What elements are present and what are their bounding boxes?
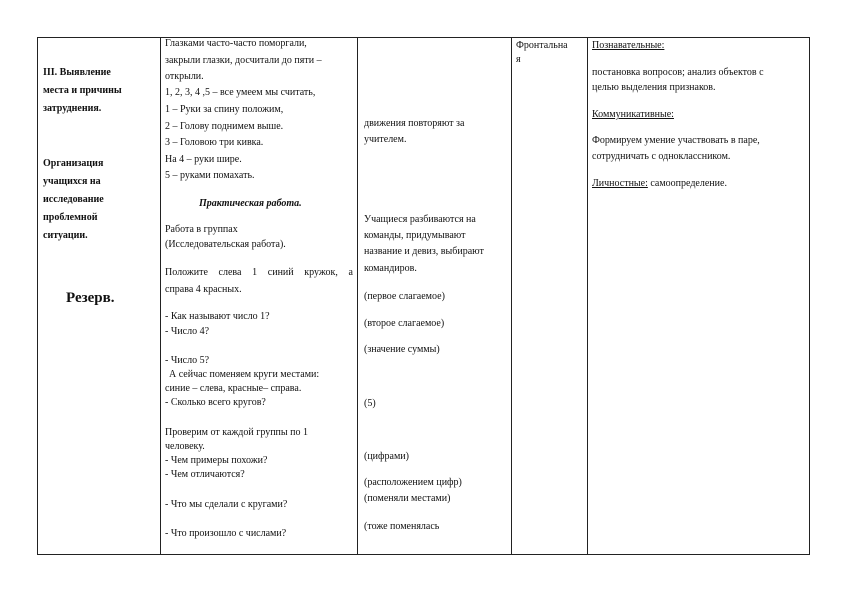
teacher-line: Работа в группах — [165, 224, 238, 235]
work-form-line: Фронтальна — [516, 40, 568, 51]
student-line: (цифрами) — [364, 451, 409, 462]
teacher-line: справа 4 красных. — [165, 284, 242, 295]
teacher-line: - Число 5? — [165, 355, 210, 366]
teacher-line: 1, 2, 3, 4 ,5 – все умеем мы считать, — [165, 87, 316, 98]
stage-goal-line: исследование — [43, 194, 104, 205]
teacher-line: - Что произошло с числами? — [165, 528, 287, 539]
teacher-line — [165, 267, 353, 279]
teacher-line: - Сколько всего кругов? — [165, 397, 266, 408]
stage-goal-line: Организация — [43, 158, 104, 169]
teacher-line: - Чем примеры похожи? — [165, 455, 268, 466]
personal-text: самоопределение. — [647, 178, 727, 189]
personal-label: Личностные: — [592, 178, 648, 189]
communicative-text: сотрудничать с одноклассником. — [592, 151, 731, 162]
teacher-line: 2 – Голову поднимем выше. — [165, 121, 284, 132]
teacher-line: Проверим от каждой группы по 1 — [165, 427, 308, 438]
teacher-line: Глазками часто-часто поморгали, — [165, 38, 307, 49]
teacher-line: синие – слева, красные– справа. — [165, 383, 302, 394]
student-line: Учащиеся разбиваются на — [364, 214, 476, 225]
teacher-line: человеку. — [165, 441, 205, 452]
teacher-line: (Исследовательская работа). — [165, 239, 286, 250]
stage-title-line: III. Выявление — [43, 67, 111, 78]
stage-goal-line: ситуации. — [43, 230, 88, 241]
student-line: название и девиз, выбирают — [364, 246, 484, 257]
student-line: (5) — [364, 398, 376, 409]
cognitive-text: целью выделения признаков. — [592, 82, 716, 93]
teacher-line: закрыли глазки, досчитали до пяти – — [165, 55, 322, 66]
teacher-line: - Число 4? — [165, 326, 210, 337]
teacher-line: 3 – Головою три кивка. — [165, 137, 264, 148]
teacher-line: - Что мы сделали с кругами? — [165, 499, 288, 510]
communicative-text: Формируем умение участвовать в паре, — [592, 135, 760, 146]
student-line: (первое слагаемое) — [364, 291, 445, 302]
table-row — [38, 38, 810, 555]
reserve-label: Резерв. — [66, 290, 115, 306]
communicative-label: Коммуникативные: — [592, 109, 674, 120]
student-line: (значение суммы) — [364, 344, 440, 355]
student-line: движения повторяют за — [364, 118, 465, 129]
teacher-line: - Чем отличаются? — [165, 469, 245, 480]
work-form-cell — [512, 38, 588, 555]
teacher-line: 1 – Руки за спину положим, — [165, 104, 284, 115]
teacher-line: А сейчас поменяем круги местами: — [169, 369, 320, 380]
teacher-line: открыли. — [165, 71, 204, 82]
teacher-activity-cell — [161, 38, 358, 555]
task-line: Положите слева 1 синий кружок, а — [165, 267, 353, 278]
student-line: учителем. — [364, 134, 407, 145]
practical-work-heading: Практическая работа. — [199, 198, 302, 209]
student-line: (второе слагаемое) — [364, 318, 445, 329]
student-line: (расположением цифр) — [364, 477, 462, 488]
stage-goal-line: проблемной — [43, 212, 98, 223]
personal-line — [592, 178, 727, 190]
cognitive-label: Познавательные: — [592, 40, 665, 51]
stage-cell — [38, 38, 161, 555]
cognitive-text: постановка вопросов; анализ объектов с — [592, 67, 764, 78]
stage-title-line: места и причины — [43, 85, 122, 96]
student-line: команды, придумывают — [364, 230, 466, 241]
student-line: (тоже поменялась — [364, 521, 440, 532]
student-activity-cell — [358, 38, 512, 555]
lesson-plan-table — [37, 37, 810, 555]
teacher-line: - Как называют число 1? — [165, 311, 270, 322]
student-line: командиров. — [364, 263, 417, 274]
teacher-line: 5 – руками помахать. — [165, 170, 255, 181]
outcomes-cell — [588, 38, 810, 555]
stage-title-line: затруднения. — [43, 103, 102, 114]
student-line: (поменяли местами) — [364, 493, 451, 504]
teacher-line: На 4 – руки шире. — [165, 154, 242, 165]
work-form-line: я — [516, 54, 521, 65]
stage-goal-line: учащихся на — [43, 176, 101, 187]
